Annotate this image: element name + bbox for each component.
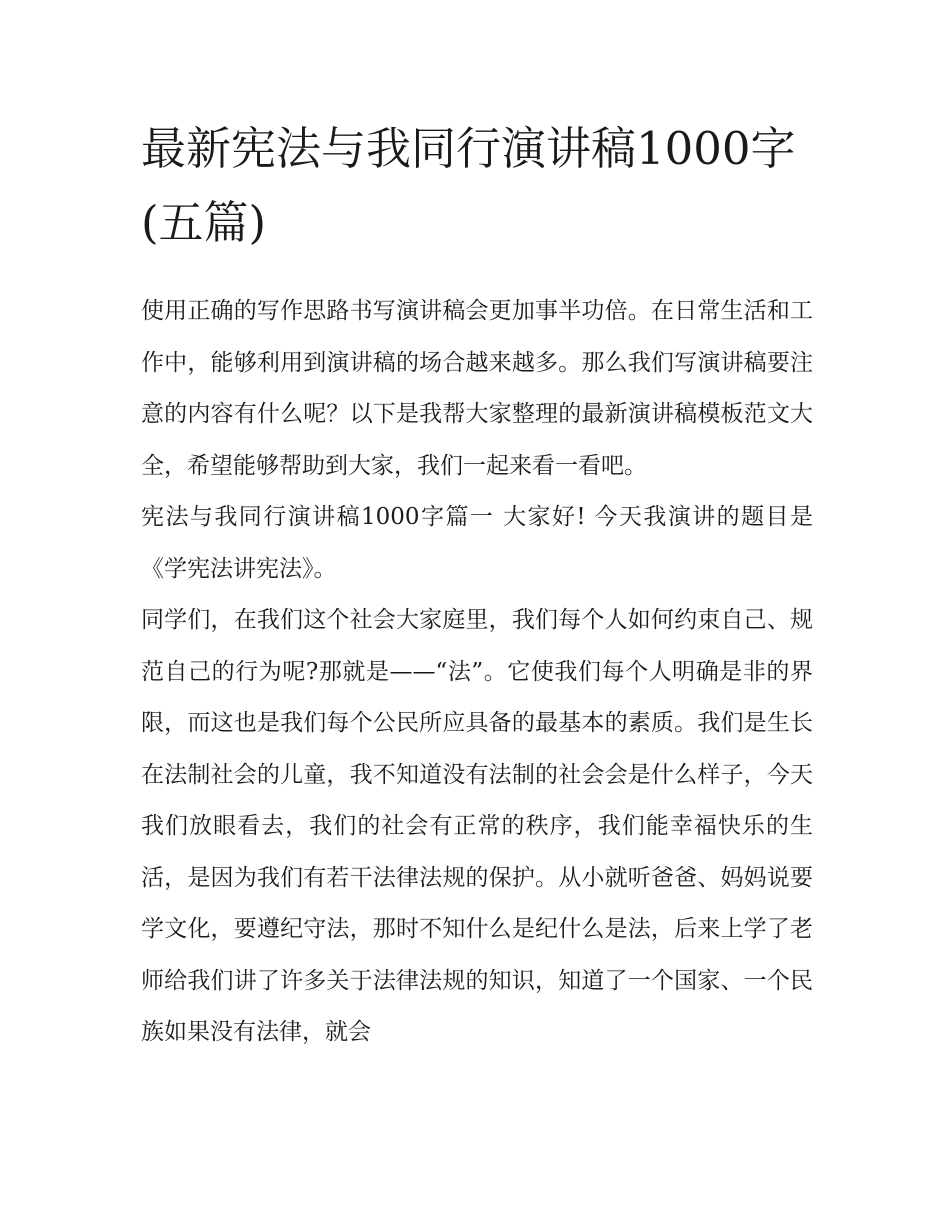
intro-paragraph: 使用正确的写作思路书写演讲稿会更加事半功倍。在日常生活和工作中，能够利用到演讲稿的场合越来越多。那么我们写演讲稿要注意的内容有什么呢？以下是我帮大家整理的最新演讲稿模板范文大全，希望能够帮助到大家，我们一起来看一看吧。 (141, 298, 813, 479)
document-page (141, 112, 813, 1059)
speech-body-paragraph: 同学们，在我们这个社会大家庭里，我们每个人如何约束自己、规范自己的行为呢?那就是——“法”。它使我们每个人明确是非的界限，而这也是我们每个公民所应具备的最基本的素质。我们是生长在法制社会的儿童，我不知道没有法制的社会会是什么样子，今天我们放眼看去，我们的社会有正常的秩序，我们能幸福快乐的生活，是因为我们有若干法律法规的保护。从小就听爸爸、妈妈说要学文化，要遵纪守法，那时不知什么是纪什么是法，后来上学了老师给我们讲了许多关于法律法规的知识，知道了一个国家、一个民族如果没有法律，就会 (141, 607, 813, 1045)
speech-heading-paragraph: 宪法与我同行演讲稿1000字篇一 大家好! 今天我演讲的题目是《学宪法讲宪法》。 (141, 504, 813, 582)
document-body (141, 286, 813, 1059)
document-title: 最新宪法与我同行演讲稿1000字(五篇) (141, 122, 796, 249)
